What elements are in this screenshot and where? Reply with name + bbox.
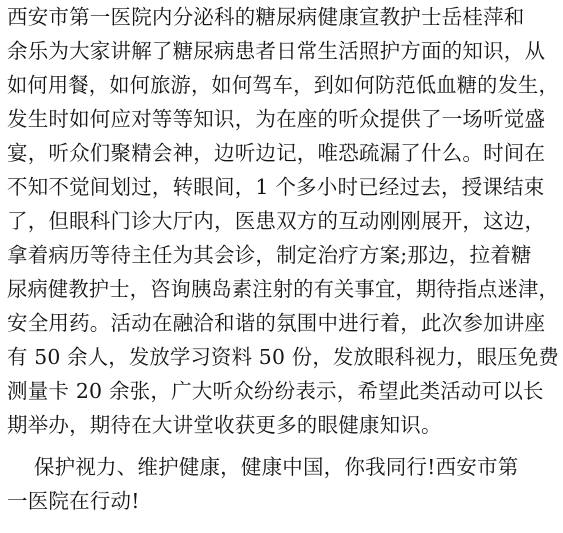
text-line-8: 拿着病历等待主任为其会诊，制定治疗方案;那边，拉着糖 xyxy=(7,243,532,267)
text-line-12: 测量卡 20 余张，广大听众纷纷表示，希望此类活动可以长 xyxy=(7,379,544,403)
text-line-13: 期举办，期待在大讲堂收获更多的眼健康知识。 xyxy=(7,413,442,437)
text-line-14: 保护视力、维护健康，健康中国，你我同行!西安市第 xyxy=(7,455,519,479)
text-line-10: 安全用药。活动在融洽和谐的氛围中进行着，此次参加讲座 xyxy=(7,311,546,335)
text-line-3: 如何用餐，如何旅游，如何驾车，到如何防范低血糖的发生， xyxy=(7,73,559,97)
text-line-6: 不知不觉间划过，转眼间，1 个多小时已经过去，授课结束 xyxy=(7,175,545,199)
text-line-5: 宴，听众们聚精会神，边听边记，唯恐疏漏了什么。时间在 xyxy=(7,141,546,165)
text-line-9: 尿病健教护士，咨询胰岛素注射的有关事宜，期待指点迷津， xyxy=(7,277,559,301)
text-line-11: 有 50 余人，发放学习资料 50 份，发放眼科视力，眼压免费 xyxy=(7,345,559,369)
text-line-2: 余乐为大家讲解了糖尿病患者日常生活照护方面的知识，从 xyxy=(7,39,546,63)
text-line-4: 发生时如何应对等等知识，为在座的听众提供了一场听觉盛 xyxy=(7,107,546,131)
text-line-1: 西安市第一医院内分泌科的糖尿病健康宣教护士岳桂萍和 xyxy=(7,5,525,29)
text-line-7: 了，但眼科门诊大厅内，医患双方的互动刚刚展开，这边， xyxy=(7,209,546,233)
text-line-15: 一医院在行动! xyxy=(7,489,140,513)
